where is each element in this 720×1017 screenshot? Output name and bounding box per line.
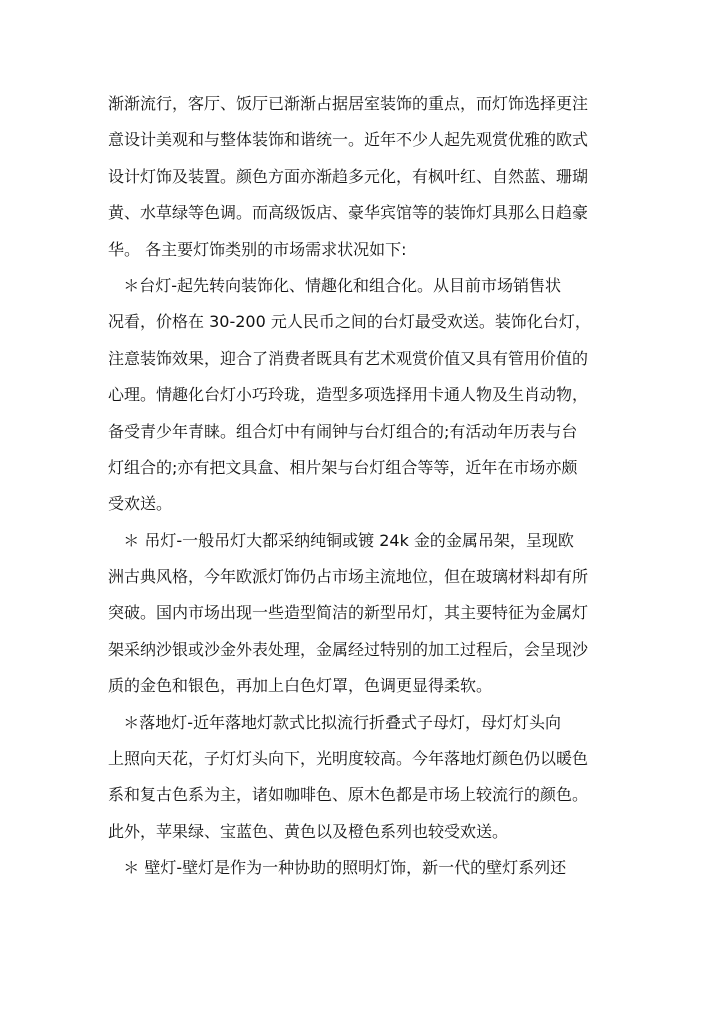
text-line: 质的金色和银色，再加上白色灯罩，色调更显得柔软。 — [108, 676, 493, 696]
text-line: 上照向天花，子灯灯头向下，光明度较高。今年落地灯颜色仍以暖色 — [108, 749, 589, 769]
text-line: 突破。国内市场出现一些造型简洁的新型吊灯，其主要特征为金属灯 — [108, 603, 589, 623]
paragraph-intro — [108, 86, 612, 268]
text-line: 备受青少年青睐。组合灯中有闹钟与台灯组合的;有活动年历表与台 — [108, 421, 578, 441]
text-line: ＊落地灯-近年落地灯款式比拟流行折叠式子母灯，母灯灯头向 — [108, 712, 562, 732]
text-line: 设计灯饰及装置。颜色方面亦渐趋多元化，有枫叶红、自然蓝、珊瑚 — [108, 166, 589, 186]
paragraph-table-lamp — [108, 268, 612, 523]
text-line: 洲古典风格，今年欧派灯饰仍占市场主流地位，但在玻璃材料却有所 — [108, 567, 589, 587]
text-line: 系和复古色系为主，诸如咖啡色、原木色都是市场上较流行的颜色。 — [108, 785, 589, 805]
paragraph-wall-lamp — [108, 850, 612, 886]
text-line: 渐渐流行，客厅、饭厅已渐渐占据居室装饰的重点，而灯饰选择更注 — [108, 94, 589, 113]
text-line: ＊ 吊灯-一般吊灯大都采纳纯铜或镀 24k 金的金属吊架，呈现欧 — [108, 530, 574, 550]
text-line: 况看，价格在 30-200 元人民币之间的台灯最受欢送。装饰化台灯， — [108, 312, 591, 332]
text-line: 黄、水草绿等色调。而高级饭店、豪华宾馆等的装饰灯具那么日趋豪 — [108, 203, 589, 223]
text-line: 意设计美观和与整体装饰和谐统一。近年不少人起先观赏优雅的欧式 — [108, 130, 589, 150]
text-line: 受欢送。 — [108, 494, 173, 514]
paragraph-chandelier — [108, 523, 612, 705]
text-line: 灯组合的;亦有把文具盒、相片架与台灯组合等等，近年在市场亦颇 — [108, 457, 578, 477]
text-line: 华。 各主要灯饰类别的市场需求状况如下: — [108, 239, 407, 259]
paragraph-floor-lamp — [108, 705, 612, 851]
text-line: 架采纳沙银或沙金外表处理，金属经过特别的加工过程后，会呈现沙 — [108, 639, 589, 659]
text-line: ＊台灯-起先转向装饰化、情趣化和组合化。从目前市场销售状 — [108, 275, 562, 295]
text-line: 注意装饰效果，迎合了消费者既具有艺术观赏价值又具有管用价值的 — [108, 348, 589, 368]
text-line: ＊ 壁灯-壁灯是作为一种协助的照明灯饰，新一代的壁灯系列还 — [108, 858, 567, 878]
document-body — [108, 86, 612, 887]
text-line: 心理。情趣化台灯小巧玲珑，造型多项选择用卡通人物及生肖动物， — [108, 385, 589, 405]
text-line: 此外，苹果绿、宝蓝色、黄色以及橙色系列也较受欢送。 — [108, 821, 509, 841]
